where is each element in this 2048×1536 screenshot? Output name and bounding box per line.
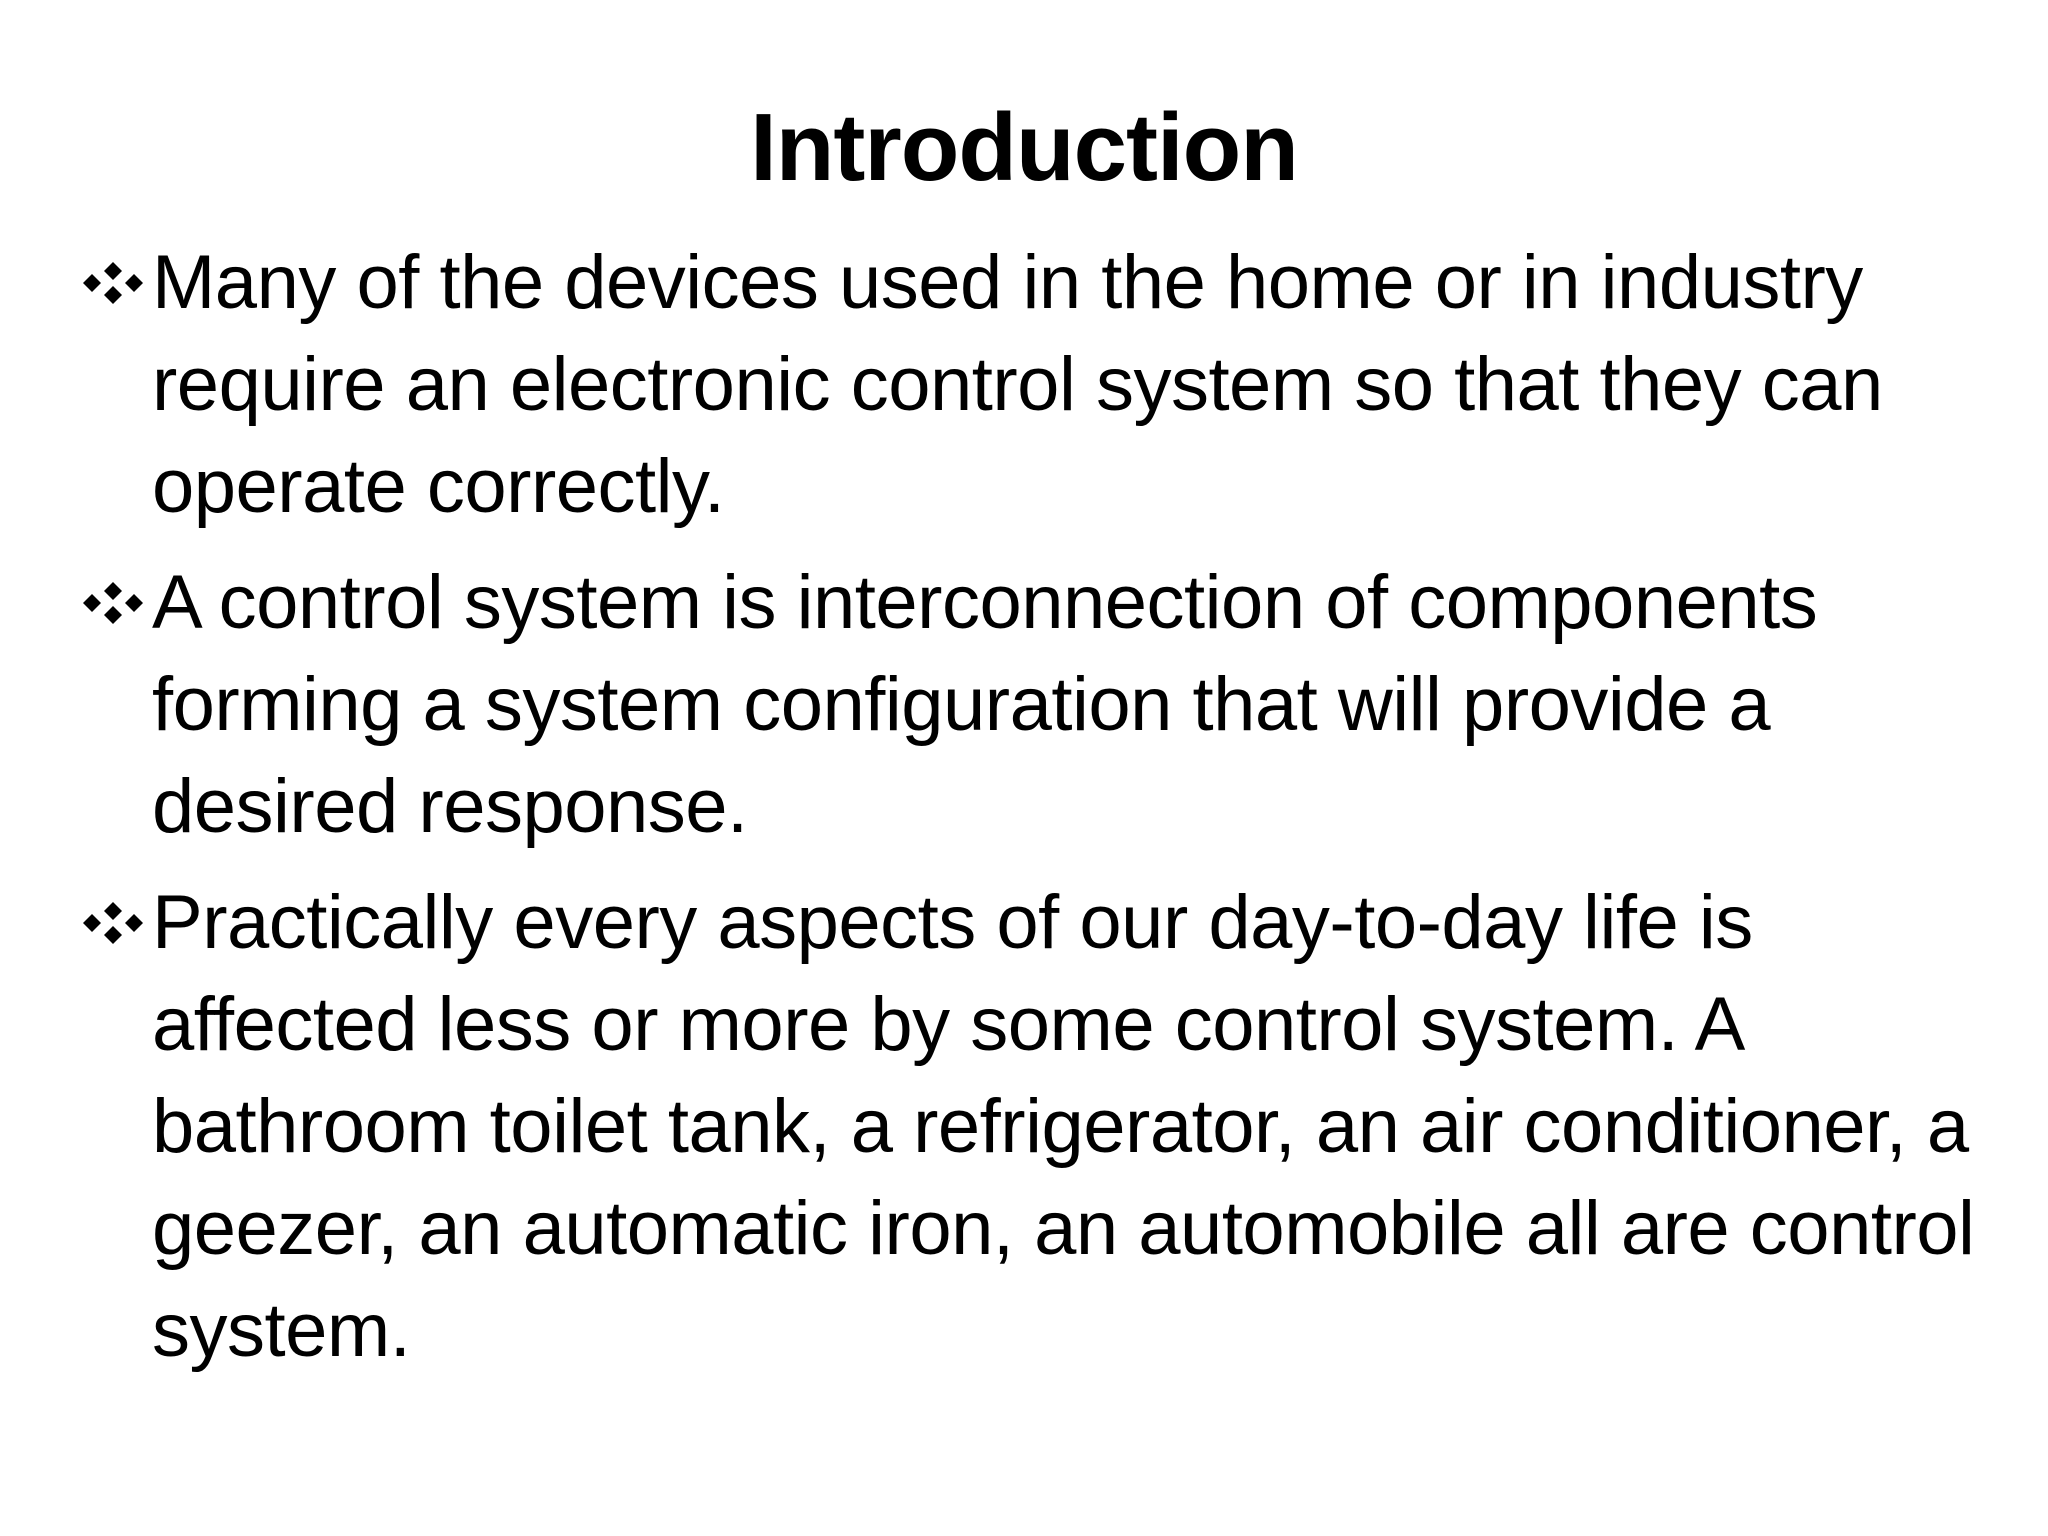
bullet-text: A control system is interconnection of components forming a system configuration that will provide a desired response. (152, 560, 1818, 849)
diamond-bullet-icon (80, 580, 146, 626)
diamond-bullet-icon (80, 260, 146, 306)
bullet-text: Many of the devices used in the home or in industry require an electronic control system so that they can operate correctly. (152, 240, 1883, 529)
bullet-list (80, 232, 2000, 1396)
bullet-item (80, 872, 2000, 1382)
bullet-text: Practically every aspects of our day-to-day life is affected less or more by some control system. A bathroom toilet tank, a refrigerator, an air conditioner, a geezer, an automatic iron, an automobile all are control system. (152, 880, 1975, 1373)
slide-title: Introduction (750, 94, 1298, 201)
bullet-item (80, 232, 2000, 538)
diamond-bullet-icon (80, 900, 146, 946)
bullet-item (80, 552, 2000, 858)
